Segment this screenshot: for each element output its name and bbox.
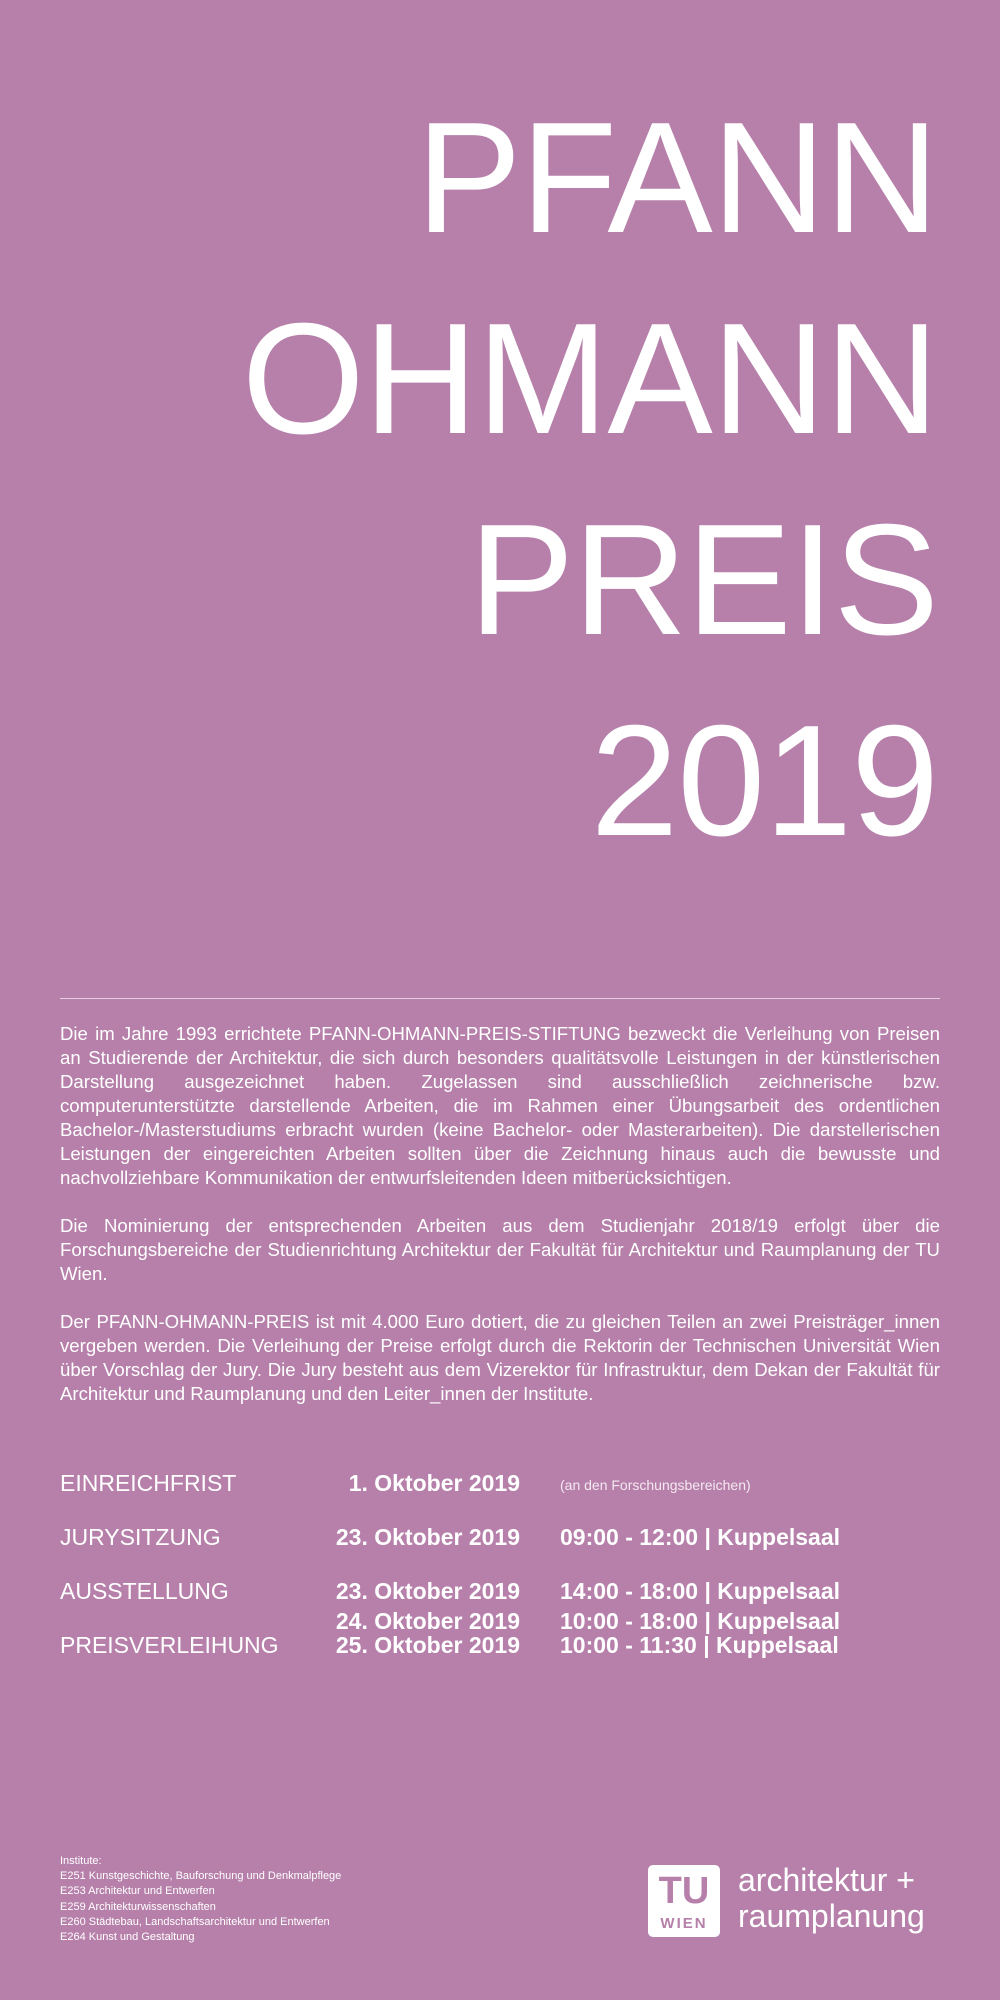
- poster-title: [242, 78, 938, 882]
- paragraph-2: Die Nominierung der entsprechenden Arbeiten aus dem Studienjahr 2018/19 erfolgt über die Forschungsbereiche der Studienrichtung Architektur der Fakultät für Architektur und Raumplanung der TU Wien.: [60, 1215, 940, 1284]
- schedule-time: 10:00 - 11:30 | Kuppelsaal: [560, 1632, 839, 1658]
- institutes-heading: Institute:: [60, 1855, 102, 1867]
- paragraph-1: Die im Jahre 1993 errichtete PFANN-OHMANN-PREIS-STIFTUNG bezweckt die Verleihung von Preisen an Studierende der Architektur, die sich durch besonders qualitätsvolle Leistungen in der künstlerischen Darstellung ausgezeichnet haben. Zugelassen sind ausschließlich zeichnerische bzw. computerunterstützte darstellende Arbeiten, die im Rahmen einer Übungsarbeit des ordentlichen Bachelor-/Masterstudiums erbracht wurden (keine Bachelor- oder Masterarbeiten). Die darstellerischen Leistungen der eingereichten Arbeiten sollten über die Zeichnung hinaus auch die bewusste und nachvollziehbare Kommunikation der entwurfsleitenden Ideen mitberücksichtigen.: [60, 1023, 940, 1188]
- logo-mark-bottom: WIEN: [660, 1915, 708, 1932]
- institute-item: E264 Kunst und Gestaltung: [60, 1931, 195, 1944]
- schedule-label: EINREICHFRIST: [60, 1470, 237, 1496]
- logo-mark-top: TU: [658, 1870, 710, 1912]
- title-line-4: 2019: [590, 693, 938, 869]
- schedule-time: 14:00 - 18:00 | Kuppelsaal: [560, 1578, 841, 1604]
- divider-rule: [60, 998, 940, 999]
- institute-item: E251 Kunstgeschichte, Bauforschung und Denkmalpflege: [60, 1870, 342, 1883]
- schedule-line: [60, 1578, 940, 1608]
- schedule-date: 23. Oktober 2019: [335, 1524, 520, 1550]
- title-line-1: PFANN: [416, 90, 938, 266]
- schedule-line: [60, 1524, 940, 1554]
- description-text: [60, 1022, 940, 1430]
- schedule-date: 23. Oktober 2019: [335, 1578, 520, 1604]
- title-line-2: OHMANN: [241, 291, 938, 467]
- schedule-note: (an den Forschungsbereichen): [560, 1477, 751, 1493]
- schedule-label: JURYSITZUNG: [60, 1524, 221, 1550]
- title-line-3: PREIS: [468, 492, 938, 668]
- institute-item: E253 Architektur und Entwerfen: [60, 1885, 215, 1898]
- paragraph-3: Der PFANN-OHMANN-PREIS ist mit 4.000 Euro dotiert, die zu gleichen Teilen an zwei Preisträger_innen vergeben werden. Die Verleihung der Preise erfolgt durch die Rektorin der Technischen Universität Wien über Vorschlag der Jury. Die Jury besteht aus dem Vizerektor für Infrastruktur, dem Dekan der Fakultät für Architektur und Raumplanung und den Leiter_innen der Institute.: [60, 1311, 940, 1404]
- schedule-row-preisverleihung: [60, 1632, 940, 1662]
- institute-item: E259 Architekturwissenschaften: [60, 1900, 216, 1913]
- schedule-table: [60, 1470, 940, 1658]
- schedule-label: AUSSTELLUNG: [60, 1578, 229, 1604]
- institute-item: E260 Städtebau, Landschaftsarchitektur und Entwerfen: [60, 1915, 330, 1928]
- schedule-date: 1. Oktober 2019: [348, 1470, 520, 1496]
- schedule-line: [60, 1632, 940, 1662]
- schedule-row-ausstellung: [60, 1578, 940, 1638]
- schedule-date: 24. Oktober 2019: [335, 1608, 520, 1634]
- schedule-time: 10:00 - 18:00 | Kuppelsaal: [560, 1608, 841, 1634]
- schedule-row-einreichfrist: [60, 1470, 940, 1500]
- schedule-row-jurysitzung: [60, 1524, 940, 1554]
- institutes-list: [60, 1854, 341, 1945]
- wordmark-line-2: raumplanung: [738, 1898, 925, 1934]
- schedule-label: PREISVERLEIHUNG: [60, 1632, 279, 1658]
- faculty-wordmark: [738, 1862, 925, 1934]
- schedule-time: 09:00 - 12:00 | Kuppelsaal: [560, 1524, 841, 1550]
- schedule-date: 25. Oktober 2019: [335, 1632, 520, 1658]
- tu-wien-logo-icon: [648, 1865, 720, 1937]
- wordmark-line-1: architektur +: [738, 1862, 915, 1898]
- schedule-line: [60, 1470, 940, 1500]
